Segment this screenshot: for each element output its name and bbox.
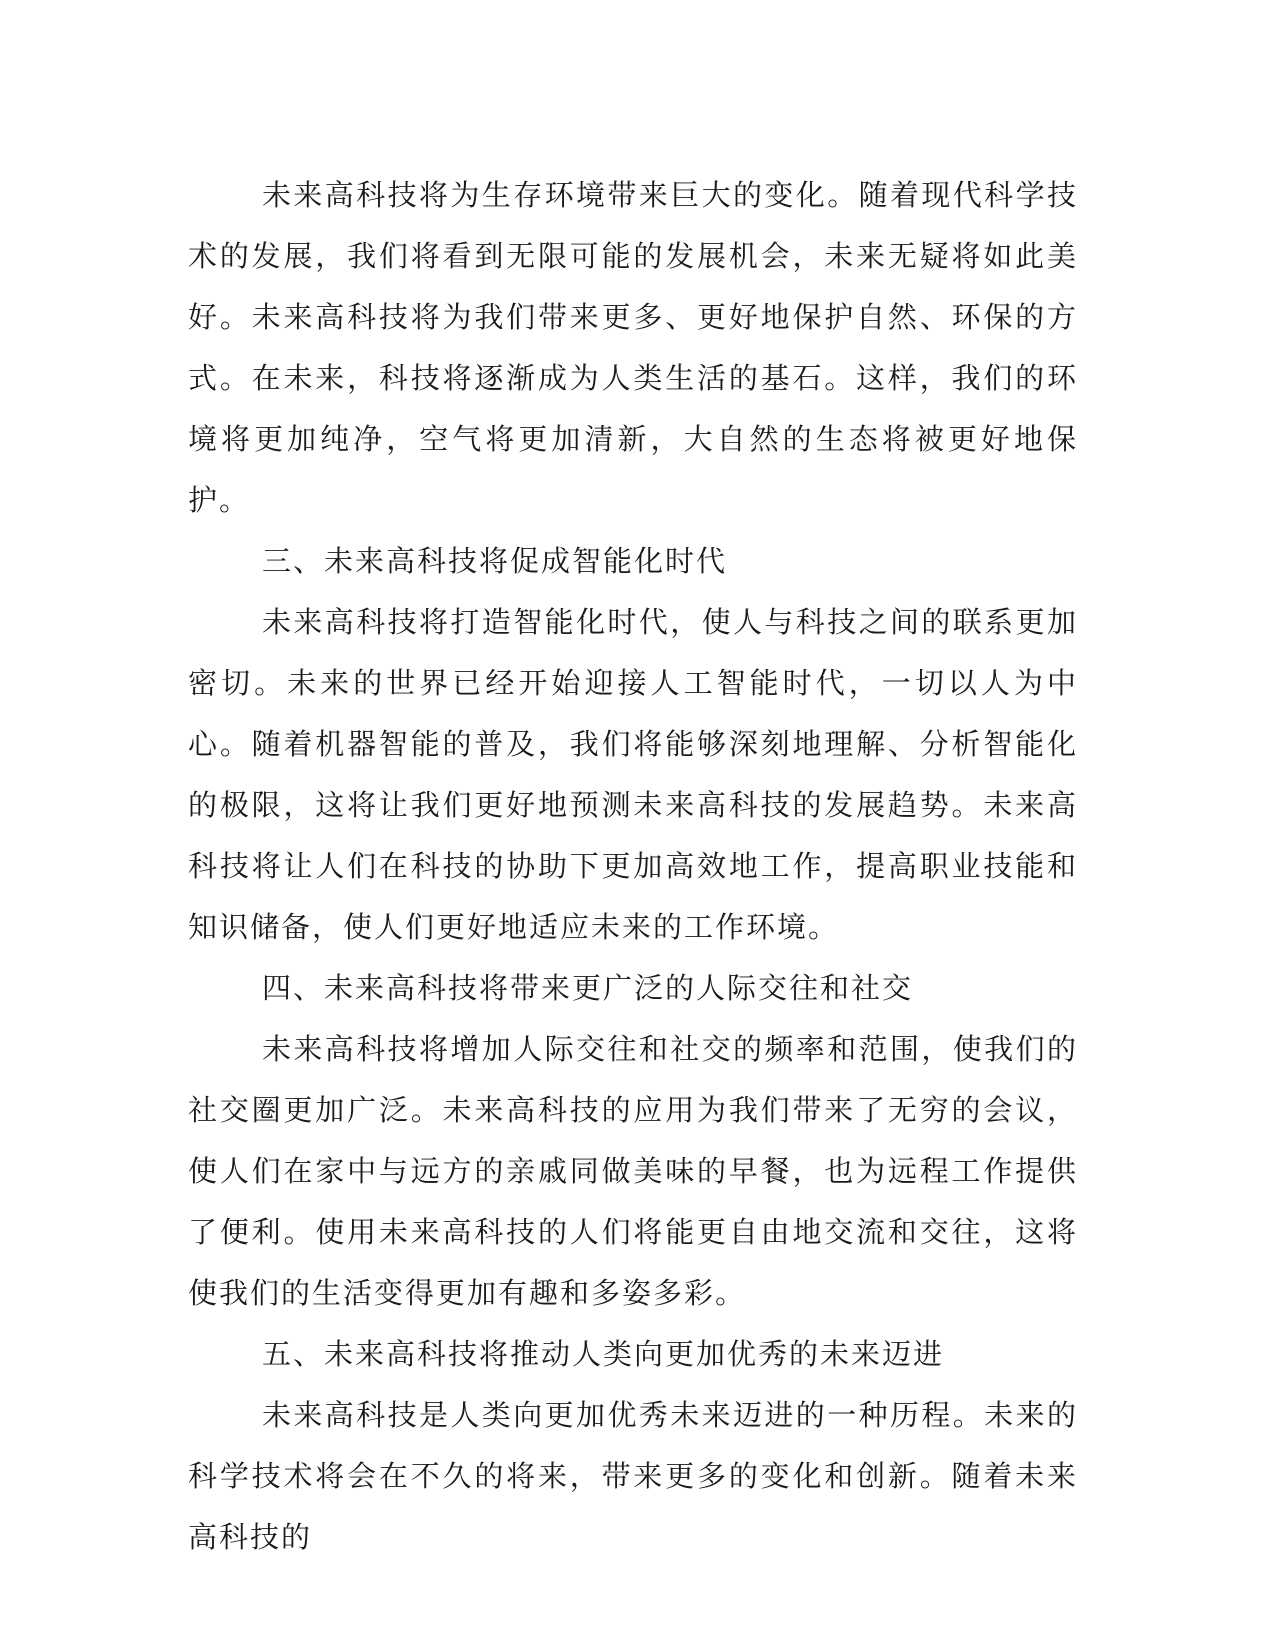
heading-section-3: 三、未来高科技将促成智能化时代	[262, 544, 728, 578]
document-body	[188, 165, 1078, 1568]
heading-section-4: 四、未来高科技将带来更广泛的人际交往和社交	[262, 971, 914, 1005]
paragraph-social-interaction: 未来高科技将增加人际交往和社交的频率和范围，使我们的社交圈更加广泛。未来高科技的应用为我们带来了无穷的会议，使人们在家中与远方的亲戚同做美味的早餐，也为远程工作提供了便利。使用未来高科技的人们将能更自由地交流和交往，这将使我们的生活变得更加有趣和多姿多彩。	[188, 1032, 1078, 1310]
paragraph-environment: 未来高科技将为生存环境带来巨大的变化。随着现代科学技术的发展，我们将看到无限可能的发展机会，未来无疑将如此美好。未来高科技将为我们带来更多、更好地保护自然、环保的方式。在未来，科技将逐渐成为人类生活的基石。这样，我们的环境将更加纯净，空气将更加清新，大自然的生态将被更好地保护。	[188, 178, 1078, 517]
heading-section-5: 五、未来高科技将推动人类向更加优秀的未来迈进	[262, 1337, 945, 1371]
paragraph-intelligent-era: 未来高科技将打造智能化时代，使人与科技之间的联系更加密切。未来的世界已经开始迎接人工智能时代，一切以人为中心。随着机器智能的普及，我们将能够深刻地理解、分析智能化的极限，这将让我们更好地预测未来高科技的发展趋势。未来高科技将让人们在科技的协助下更加高效地工作，提高职业技能和知识储备，使人们更好地适应未来的工作环境。	[188, 605, 1078, 944]
paragraph-better-future: 未来高科技是人类向更加优秀未来迈进的一种历程。未来的科学技术将会在不久的将来，带来更多的变化和创新。随着未来高科技的	[188, 1398, 1078, 1554]
